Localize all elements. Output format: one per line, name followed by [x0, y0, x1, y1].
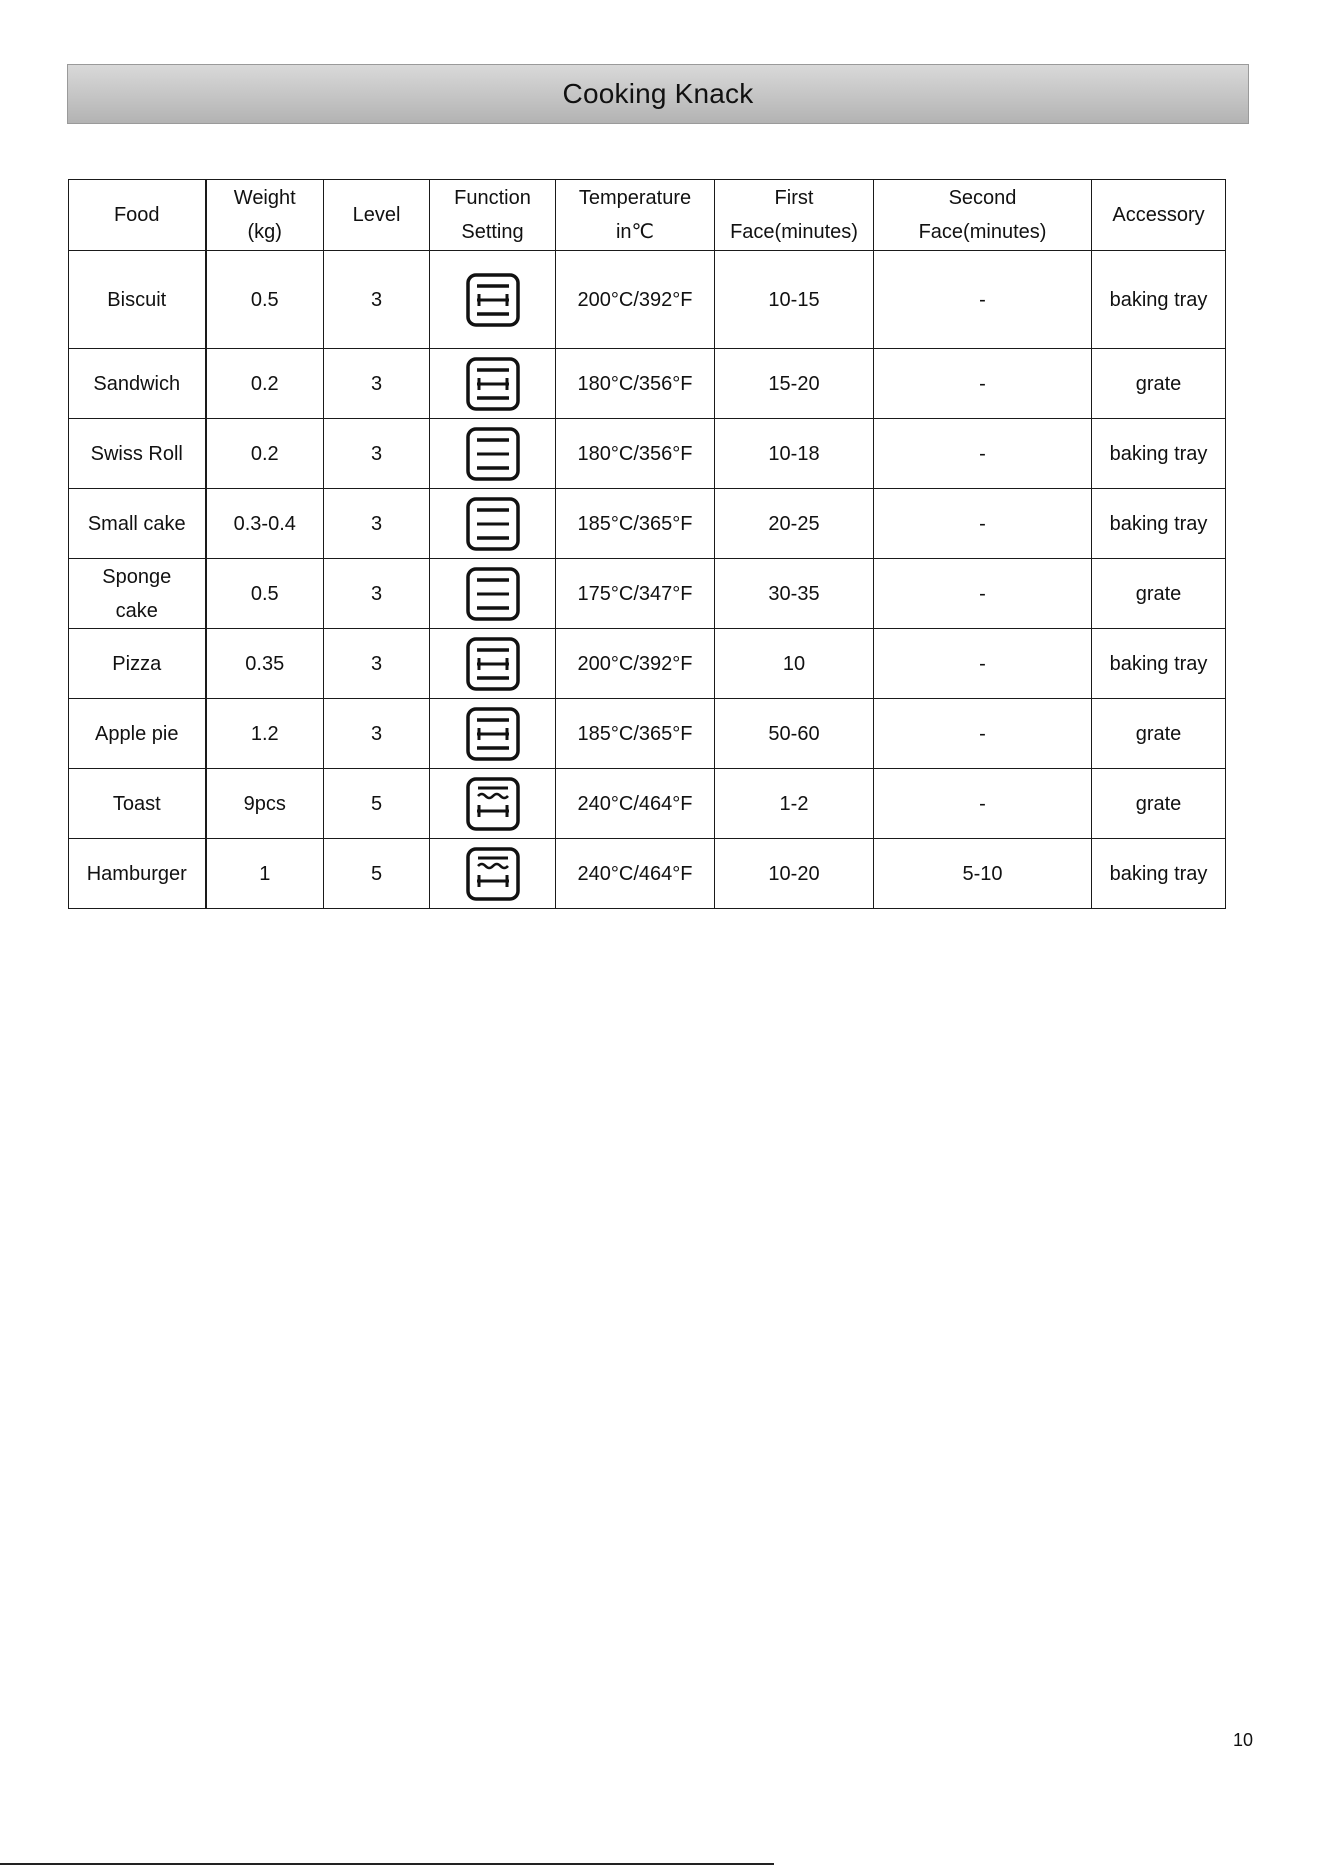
temperature-cell: 180°C/356°F	[556, 349, 715, 419]
level-cell: 5	[324, 839, 430, 909]
level-cell: 5	[324, 769, 430, 839]
level-cell: 3	[324, 419, 430, 489]
accessory-cell: grate	[1092, 699, 1226, 769]
grill-fan-icon	[465, 776, 521, 832]
header-line: Setting	[461, 221, 524, 243]
first-face-cell: 1-2	[715, 769, 874, 839]
header-line: in℃	[615, 221, 655, 243]
top-bottom-heat-icon	[465, 566, 521, 622]
level-cell: 3	[324, 559, 430, 629]
top-bottom-heat-fan-icon	[465, 356, 521, 412]
header-line: Second	[948, 187, 1017, 209]
second-face-cell: -	[874, 629, 1092, 699]
function-cell	[430, 559, 556, 629]
accessory-cell: baking tray	[1092, 839, 1226, 909]
table-row	[69, 769, 1226, 839]
function-cell	[430, 349, 556, 419]
first-face-cell: 15-20	[715, 349, 874, 419]
weight-cell: 0.35	[206, 629, 324, 699]
header-line: Weight	[233, 187, 296, 209]
function-cell	[430, 769, 556, 839]
header-line: (kg)	[247, 221, 282, 243]
food-cell: Toast	[69, 769, 206, 839]
function-cell	[430, 489, 556, 559]
accessory-cell: baking tray	[1092, 419, 1226, 489]
food-cell: Small cake	[69, 489, 206, 559]
top-bottom-heat-fan-icon	[465, 636, 521, 692]
function-cell	[430, 419, 556, 489]
accessory-cell: baking tray	[1092, 251, 1226, 349]
column-header-first-face	[715, 180, 874, 251]
food-cell: Biscuit	[69, 251, 206, 349]
table-row	[69, 419, 1226, 489]
level-cell: 3	[324, 489, 430, 559]
header-line: Face(minutes)	[918, 221, 1047, 243]
function-cell	[430, 699, 556, 769]
second-face-cell: -	[874, 489, 1092, 559]
table-row	[69, 629, 1226, 699]
cooking-table	[68, 179, 1226, 909]
header-line: First	[774, 187, 814, 209]
column-header-function	[430, 180, 556, 251]
column-header-food	[69, 180, 206, 251]
second-face-cell: -	[874, 349, 1092, 419]
function-cell	[430, 839, 556, 909]
accessory-cell: grate	[1092, 349, 1226, 419]
temperature-cell: 200°C/392°F	[556, 629, 715, 699]
section-title-bar	[67, 64, 1249, 124]
first-face-cell: 10	[715, 629, 874, 699]
table-row	[69, 251, 1226, 349]
first-face-cell: 30-35	[715, 559, 874, 629]
header-line: Food	[113, 204, 160, 226]
header-line: Temperature	[578, 187, 692, 209]
column-header-weight	[206, 180, 324, 251]
accessory-cell: baking tray	[1092, 489, 1226, 559]
top-bottom-heat-fan-icon	[465, 706, 521, 762]
level-cell: 3	[324, 349, 430, 419]
top-bottom-heat-icon	[465, 426, 521, 482]
header-line: Face(minutes)	[730, 221, 858, 243]
level-cell: 3	[324, 699, 430, 769]
accessory-cell: grate	[1092, 559, 1226, 629]
food-cell: Swiss Roll	[69, 419, 206, 489]
second-face-cell: -	[874, 419, 1092, 489]
weight-cell: 0.2	[206, 419, 324, 489]
food-cell: Sandwich	[69, 349, 206, 419]
temperature-cell: 185°C/365°F	[556, 699, 715, 769]
top-bottom-heat-icon	[465, 496, 521, 552]
weight-cell: 0.5	[206, 251, 324, 349]
temperature-cell: 185°C/365°F	[556, 489, 715, 559]
column-header-temperature	[556, 180, 715, 251]
second-face-cell: 5-10	[874, 839, 1092, 909]
food-cell: Hamburger	[69, 839, 206, 909]
level-cell: 3	[324, 251, 430, 349]
food-cell: Apple pie	[69, 699, 206, 769]
temperature-cell: 240°C/464°F	[556, 769, 715, 839]
table-row	[69, 699, 1226, 769]
bottom-divider	[0, 1863, 774, 1865]
column-header-level	[324, 180, 430, 251]
column-header-accessory	[1092, 180, 1226, 251]
table-body	[69, 251, 1226, 909]
first-face-cell: 50-60	[715, 699, 874, 769]
function-cell	[430, 251, 556, 349]
first-face-cell: 20-25	[715, 489, 874, 559]
weight-cell: 9pcs	[206, 769, 324, 839]
first-face-cell: 10-15	[715, 251, 874, 349]
page-number: 10	[1232, 1730, 1253, 1750]
first-face-cell: 10-18	[715, 419, 874, 489]
level-cell: 3	[324, 629, 430, 699]
accessory-cell: grate	[1092, 769, 1226, 839]
temperature-cell: 240°C/464°F	[556, 839, 715, 909]
table-header-row	[69, 180, 1226, 251]
weight-cell: 0.5	[206, 559, 324, 629]
column-header-second-face	[874, 180, 1092, 251]
page-title: Cooking Knack	[562, 78, 754, 109]
weight-cell: 0.3-0.4	[206, 489, 324, 559]
accessory-cell: baking tray	[1092, 629, 1226, 699]
grill-fan-icon	[465, 846, 521, 902]
second-face-cell: -	[874, 699, 1092, 769]
temperature-cell: 180°C/356°F	[556, 419, 715, 489]
food-cell: Sponge cake	[69, 559, 206, 629]
second-face-cell: -	[874, 559, 1092, 629]
second-face-cell: -	[874, 769, 1092, 839]
weight-cell: 1	[206, 839, 324, 909]
table-row	[69, 349, 1226, 419]
function-cell	[430, 629, 556, 699]
top-bottom-heat-fan-icon	[465, 272, 521, 328]
second-face-cell: -	[874, 251, 1092, 349]
table-row	[69, 559, 1226, 629]
header-line: Level	[352, 204, 401, 226]
temperature-cell: 200°C/392°F	[556, 251, 715, 349]
weight-cell: 1.2	[206, 699, 324, 769]
table-row	[69, 839, 1226, 909]
table-row	[69, 489, 1226, 559]
temperature-cell: 175°C/347°F	[556, 559, 715, 629]
header-line: Function	[454, 187, 531, 209]
first-face-cell: 10-20	[715, 839, 874, 909]
weight-cell: 0.2	[206, 349, 324, 419]
food-cell: Pizza	[69, 629, 206, 699]
header-line: Accessory	[1112, 204, 1205, 226]
